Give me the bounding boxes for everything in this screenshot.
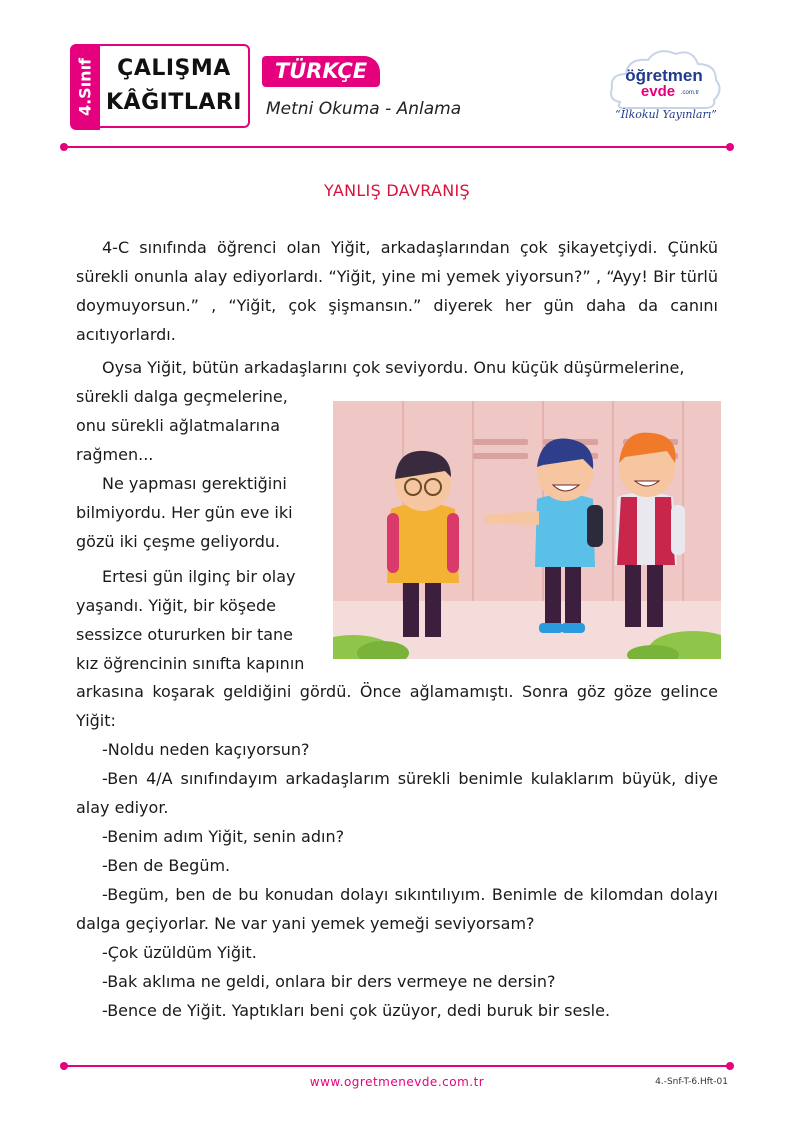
dialogue-line: -Noldu neden kaçıyorsun? bbox=[102, 740, 310, 759]
dialogue-line: -Bence de Yiğit. Yaptıkları beni çok üzüyor, dedi buruk bir sesle. bbox=[102, 1001, 611, 1020]
story-illustration bbox=[333, 401, 721, 659]
story-title: YANLIŞ DAVRANIŞ bbox=[324, 181, 470, 200]
worksheet-title-line1: ÇALIŞMA bbox=[117, 56, 231, 81]
dialogue-line: -Benim adım Yiğit, senin adın? bbox=[102, 827, 345, 846]
footer-divider bbox=[64, 1065, 730, 1067]
dialogue-line: -Ben 4/A sınıfındayım arkadaşlarım sürekli benimle kulaklarım büyük, diye alay ediyor. bbox=[76, 769, 718, 817]
worksheet-subtitle: Metni Okuma - Anlama bbox=[266, 99, 462, 119]
header-divider bbox=[64, 146, 730, 148]
grade-label: 4.Sınıf bbox=[75, 57, 95, 117]
dialogue-line: -Bak aklıma ne geldi, onlara bir ders vermeye ne dersin? bbox=[102, 972, 556, 991]
paragraph-2-first-line: Oysa Yiğit, bütün arkadaşlarını çok seviyordu. Onu küçük düşürmelerine, bbox=[102, 358, 685, 377]
publisher-logo bbox=[606, 44, 724, 126]
footer-website-link[interactable]: www.ogretmenevde.com.tr bbox=[309, 1075, 485, 1089]
logo-brand-part1: öğretmen bbox=[625, 66, 703, 85]
dialogue-line: -Begüm, ben de bu konudan dolayı sıkıntılıyım. Benimle de kilomdan dolayı dalga geçiyorlar. Ne var yani yemek yemeği seviyorsam? bbox=[76, 885, 718, 933]
dialogue-line: -Çok üzüldüm Yiğit. bbox=[102, 943, 257, 962]
worksheet-title-line2: KÂĞITLARI bbox=[106, 90, 242, 115]
paragraph-2-rest: sürekli dalga geçmelerine, onu sürekli ağlatmalarına rağmen... bbox=[76, 387, 288, 464]
worksheet-title-box bbox=[100, 44, 250, 128]
footer-page-code: 4.-Snf-T-6.Hft-01 bbox=[655, 1077, 728, 1087]
paragraph-4-end: arkasına koşarak geldiğini gördü. Önce ağlamamıştı. Sonra göz göze gelince Yiğit: bbox=[76, 682, 718, 730]
logo-domain: .com.tr bbox=[680, 90, 700, 96]
paragraph-4-start: Ertesi gün ilginç bir olay yaşandı. Yiğit, bir köşede sessizce otururken bir tane kız öğrencinin sınıfta kapının bbox=[76, 567, 305, 673]
dialogue-line: -Ben de Begüm. bbox=[102, 856, 231, 875]
paragraph-1: 4-C sınıfında öğrenci olan Yiğit, arkadaşlarından çok şikayetçiydi. Çünkü sürekli onunla alay ediyorlardı. “Yiğit, yine mi yemek yiyorsun?” , “Ayy! Bir türlü doymuyorsun.” , “Yiğit, çok şişmansın.” diyerek her gün daha da canını acıtıyorlardı. bbox=[76, 238, 718, 344]
grade-tab bbox=[70, 44, 100, 130]
logo-brand-part2: evde bbox=[640, 83, 676, 100]
paragraph-3: Ne yapması gerektiğini bilmiyordu. Her gün eve iki gözü iki çeşme geliyordu. bbox=[76, 474, 293, 551]
subject-badge: TÜRKÇE bbox=[262, 56, 380, 87]
logo-tagline: “İlkokul Yayınları” bbox=[615, 108, 717, 121]
